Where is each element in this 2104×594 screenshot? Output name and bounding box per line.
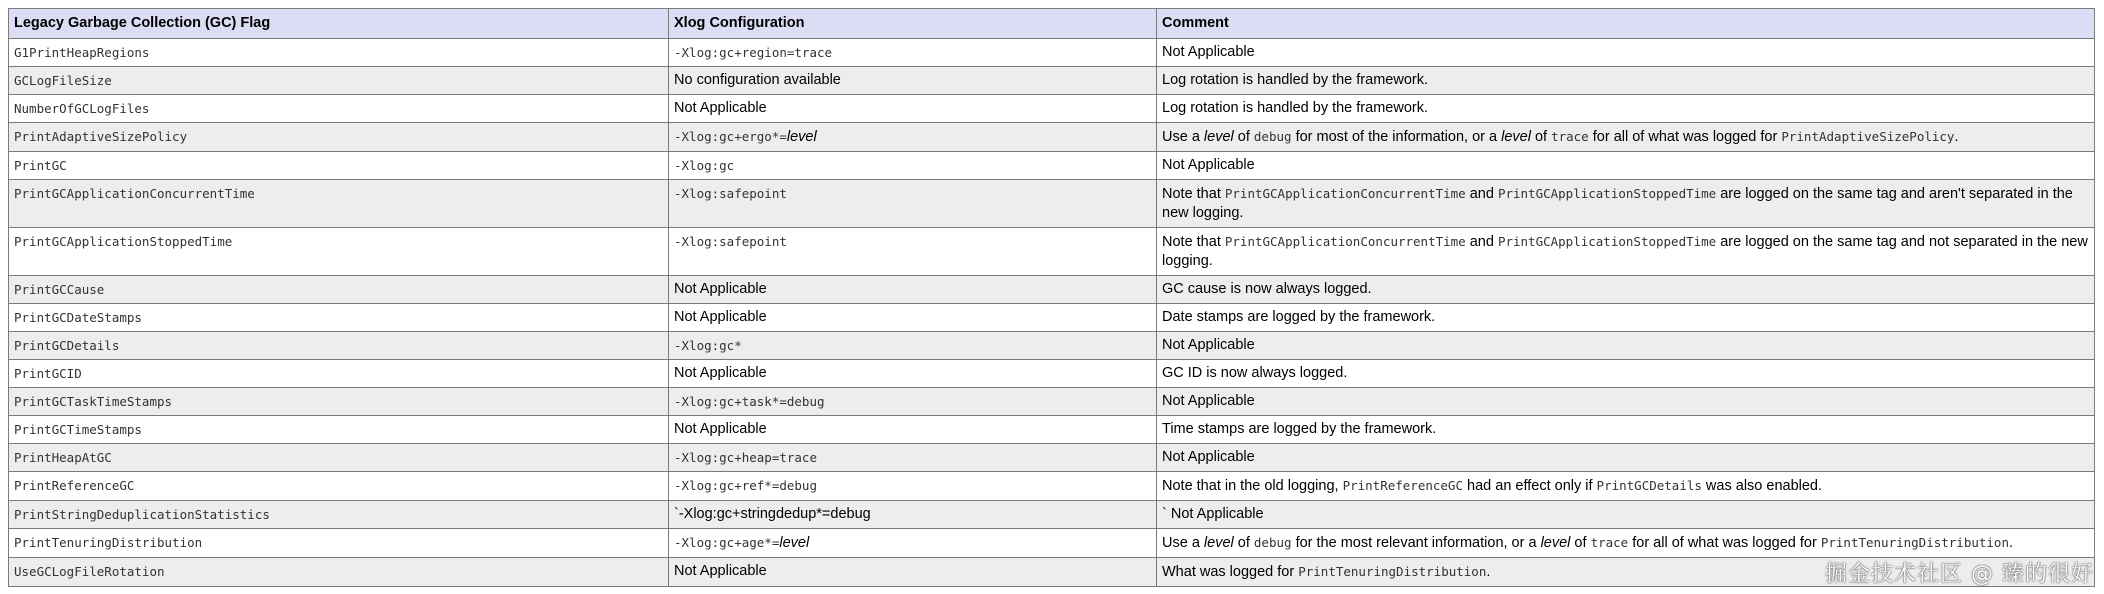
comment-text: for all of what was logged for: [1628, 535, 1821, 551]
comment-cell: Log rotation is handled by the framework.: [1157, 95, 2095, 123]
watermark: 掘金技术社区 @ 臻的很好: [1825, 562, 2094, 587]
xlog-cell: -Xlog:gc: [669, 152, 1157, 180]
xlog-cell: -Xlog:gc+region=trace: [669, 39, 1157, 67]
comment-code: trace: [1551, 129, 1589, 144]
table-row: [9, 558, 2095, 587]
comment-emphasis: level: [1203, 129, 1234, 145]
xlog-cell: `-Xlog:gc+stringdedup*=debug: [669, 501, 1157, 529]
comment-text: was also enabled.: [1701, 478, 1823, 494]
comment-code: PrintGCApplicationConcurrentTime: [1224, 234, 1466, 249]
comment-text: of: [1233, 129, 1254, 145]
comment-cell: ` Not Applicable: [1157, 501, 2095, 529]
comment-emphasis: level: [1203, 535, 1234, 551]
flag-cell: PrintGCDateStamps: [9, 304, 669, 332]
xlog-cell: Not Applicable: [669, 95, 1157, 123]
comment-cell: [1157, 228, 2095, 276]
comment-cell: Date stamps are logged by the framework.: [1157, 304, 2095, 332]
xlog-cell: Not Applicable: [669, 304, 1157, 332]
flag-cell: PrintGCTimeStamps: [9, 416, 669, 444]
table-row: [9, 95, 2095, 123]
comment-text: for the most relevant information, or a: [1291, 535, 1541, 551]
comment-text: Note that: [1162, 186, 1225, 202]
table-row: [9, 276, 2095, 304]
xlog-cell: Not Applicable: [669, 416, 1157, 444]
comment-code: PrintGCApplicationStoppedTime: [1497, 186, 1717, 201]
comment-text: of: [1233, 535, 1254, 551]
comment-text: and: [1465, 234, 1498, 250]
comment-cell: [1157, 529, 2095, 558]
comment-cell: Not Applicable: [1157, 388, 2095, 416]
comment-text: .: [1486, 564, 1491, 580]
xlog-cell: Not Applicable: [669, 276, 1157, 304]
flag-cell: PrintStringDeduplicationStatistics: [9, 501, 669, 529]
comment-code: debug: [1253, 535, 1292, 550]
comment-code: PrintGCApplicationStoppedTime: [1497, 234, 1717, 249]
comment-text: .: [1954, 129, 1959, 145]
xlog-level: level: [779, 535, 810, 551]
comment-code: PrintAdaptiveSizePolicy: [1781, 129, 1955, 144]
table-row: [9, 304, 2095, 332]
xlog-code: -Xlog:gc+ergo*=: [674, 129, 787, 144]
xlog-cell: No configuration available: [669, 67, 1157, 95]
table-row: [9, 152, 2095, 180]
flag-cell: NumberOfGCLogFiles: [9, 95, 669, 123]
comment-code: PrintGCDetails: [1596, 478, 1702, 493]
table-row: [9, 39, 2095, 67]
xlog-cell: -Xlog:gc+ref*=debug: [669, 472, 1157, 501]
comment-text: Use a: [1162, 535, 1204, 551]
comment-cell: Not Applicable: [1157, 444, 2095, 472]
flag-cell: PrintGCTaskTimeStamps: [9, 388, 669, 416]
comment-cell: Log rotation is handled by the framework.: [1157, 67, 2095, 95]
xlog-cell: -Xlog:gc*: [669, 332, 1157, 360]
comment-text: for most of the information, or a: [1291, 129, 1502, 145]
flag-cell: PrintGCCause: [9, 276, 669, 304]
comment-text: Note that in the old logging,: [1162, 478, 1343, 494]
table-row: [9, 501, 2095, 529]
comment-code: PrintReferenceGC: [1342, 478, 1463, 493]
comment-text: Use a: [1162, 129, 1204, 145]
comment-cell: GC ID is now always logged.: [1157, 360, 2095, 388]
flag-cell: PrintGCApplicationConcurrentTime: [9, 180, 669, 228]
table-row: [9, 416, 2095, 444]
flag-cell: PrintGC: [9, 152, 669, 180]
comment-code: trace: [1590, 535, 1629, 550]
comment-text: of: [1570, 535, 1591, 551]
table-row: [9, 67, 2095, 95]
comment-cell: Time stamps are logged by the framework.: [1157, 416, 2095, 444]
comment-text: and: [1465, 186, 1498, 202]
flag-cell: PrintReferenceGC: [9, 472, 669, 501]
comment-code: PrintTenuringDistribution: [1820, 535, 2009, 550]
comment-code: debug: [1253, 129, 1292, 144]
flag-cell: PrintGCID: [9, 360, 669, 388]
gc-flag-table: [8, 8, 2095, 587]
xlog-cell: Not Applicable: [669, 558, 1157, 587]
comment-code: PrintGCApplicationConcurrentTime: [1224, 186, 1466, 201]
comment-text: are logged on the same tag and not separated in the new logging.: [1162, 234, 2088, 269]
xlog-level: level: [786, 129, 817, 145]
comment-cell: [1157, 472, 2095, 501]
table-row: [9, 472, 2095, 501]
comment-emphasis: level: [1540, 535, 1571, 551]
xlog-cell: Not Applicable: [669, 360, 1157, 388]
table-row: [9, 529, 2095, 558]
flag-cell: UseGCLogFileRotation: [9, 558, 669, 587]
table-row: [9, 360, 2095, 388]
comment-text: are logged on the same tag and aren't separated in the new logging.: [1162, 186, 2073, 221]
table-row: [9, 123, 2095, 152]
table-header-row: [9, 9, 2095, 39]
comment-emphasis: level: [1501, 129, 1531, 145]
comment-cell: [1157, 123, 2095, 152]
flag-cell: PrintTenuringDistribution: [9, 529, 669, 558]
comment-cell: [1157, 180, 2095, 228]
flag-cell: PrintGCApplicationStoppedTime: [9, 228, 669, 276]
comment-code: PrintTenuringDistribution: [1298, 564, 1487, 579]
flag-cell: GCLogFileSize: [9, 67, 669, 95]
xlog-cell: -Xlog:gc+heap=trace: [669, 444, 1157, 472]
table-row: [9, 228, 2095, 276]
xlog-cell: -Xlog:safepoint: [669, 228, 1157, 276]
comment-text: of: [1530, 129, 1552, 145]
flag-cell: G1PrintHeapRegions: [9, 39, 669, 67]
xlog-cell: -Xlog:gc+task*=debug: [669, 388, 1157, 416]
comment-text: What was logged for: [1162, 564, 1299, 580]
xlog-cell: -Xlog:safepoint: [669, 180, 1157, 228]
comment-text: .: [2009, 535, 2014, 551]
flag-cell: PrintAdaptiveSizePolicy: [9, 123, 669, 152]
header-xlog-configuration: Xlog Configuration: [669, 9, 1157, 39]
comment-cell: Not Applicable: [1157, 152, 2095, 180]
comment-text: for all of what was logged for: [1588, 129, 1782, 145]
table-row: [9, 180, 2095, 228]
xlog-cell: [669, 123, 1157, 152]
table-row: [9, 444, 2095, 472]
comment-cell: Not Applicable: [1157, 39, 2095, 67]
flag-cell: PrintHeapAtGC: [9, 444, 669, 472]
header-comment: Comment: [1157, 9, 2095, 39]
comment-cell: GC cause is now always logged.: [1157, 276, 2095, 304]
header-legacy-flag: Legacy Garbage Collection (GC) Flag: [9, 9, 669, 39]
xlog-code: -Xlog:gc+age*=: [674, 535, 780, 550]
comment-cell: Not Applicable: [1157, 332, 2095, 360]
xlog-cell: [669, 529, 1157, 558]
comment-text: had an effect only if: [1463, 478, 1597, 494]
table-row: [9, 332, 2095, 360]
comment-text: Note that: [1162, 234, 1225, 250]
flag-cell: PrintGCDetails: [9, 332, 669, 360]
table-row: [9, 388, 2095, 416]
